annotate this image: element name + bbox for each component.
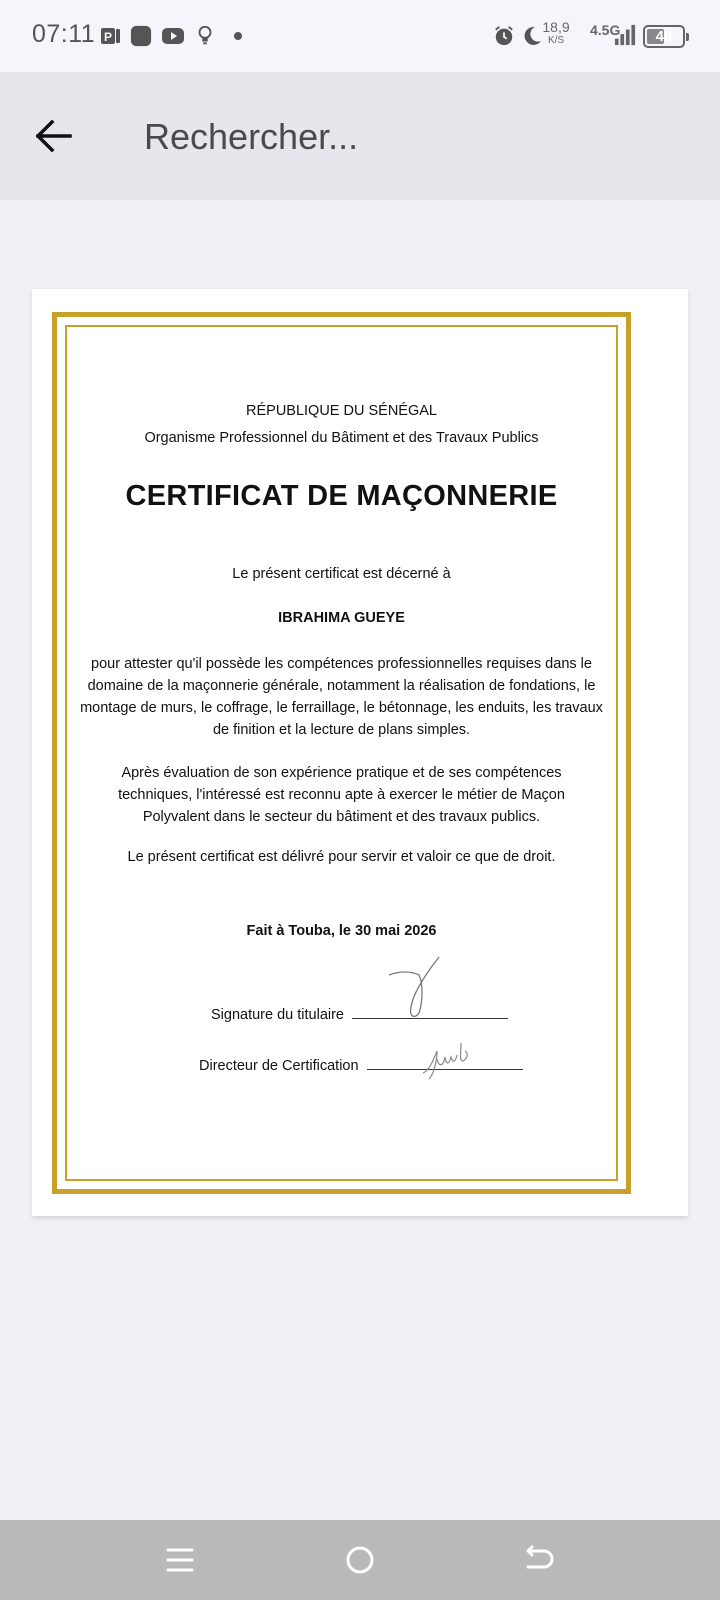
holder-handwritten-signature [385, 953, 445, 1025]
certificate-inner-border [65, 325, 618, 1181]
certificate-paragraph-1: pour attester qu'il possède les compétences professionnelles requises dans le domaine de la maçonnerie générale, notamment la réalisation de fondations, le montage de murs, le coffrage, le ferraillage, le bétonnage, les enduits, les travaux de finition et la lecture de plans simples. [80, 656, 603, 738]
navigation-bar [0, 1520, 720, 1600]
certificate-place-date: Fait à Touba, le 30 mai 2026 [246, 923, 437, 939]
document-page [32, 289, 688, 1216]
notification-dot [234, 32, 242, 40]
certificate-country: RÉPUBLIQUE DU SÉNÉGAL [246, 403, 437, 419]
arrow-left-icon [36, 120, 72, 152]
network-type: 4.5G [590, 22, 621, 38]
certificate-paragraph-3: Le présent certificat est délivré pour servir et valoir ce que de droit. [127, 849, 556, 865]
menu-icon [165, 1545, 195, 1575]
holder-signature-label: Signature du titulaire [211, 1007, 344, 1023]
svg-text:P: P [104, 30, 113, 44]
home-button[interactable] [340, 1540, 380, 1580]
search-header [0, 72, 720, 200]
battery-icon [643, 25, 685, 48]
moon-icon [521, 25, 543, 47]
status-time: 07:11 [32, 20, 96, 48]
status-bar [0, 0, 720, 72]
return-icon [524, 1545, 556, 1575]
app-square-icon [129, 25, 153, 47]
certificate-organization: Organisme Professionnel du Bâtiment et des Travaux Publics [144, 430, 539, 446]
battery-level: 49 [655, 28, 673, 45]
parking-app-icon [100, 25, 122, 47]
signal-icon [613, 24, 637, 46]
director-signature-label: Directeur de Certification [199, 1058, 359, 1074]
menu-button[interactable] [160, 1540, 200, 1580]
alarm-icon [492, 25, 516, 47]
back-button[interactable] [30, 112, 78, 160]
return-button[interactable] [520, 1540, 560, 1580]
search-input[interactable]: Rechercher... [144, 116, 359, 157]
lightbulb-icon [196, 25, 214, 47]
certificate-title: CERTIFICAT DE MAÇONNERIE [125, 480, 558, 512]
certificate-paragraph-2: Après évaluation de son expérience pratique et de ses compétences techniques, l'intéressé est reconnu apte à exercer le métier de Maçon Polyvalent dans le secteur du bâtiment et des travaux publics. [118, 765, 565, 825]
recipient-name: IBRAHIMA GUEYE [278, 610, 405, 626]
director-handwritten-signature [421, 1037, 473, 1081]
certificate-awarded-text: Le présent certificat est décerné à [232, 566, 451, 582]
youtube-icon [161, 25, 185, 47]
holder-signature-row [211, 1007, 508, 1023]
director-signature-row [199, 1058, 523, 1074]
network-speed: 18,9 K/S [542, 19, 570, 46]
home-circle-icon [345, 1545, 375, 1575]
